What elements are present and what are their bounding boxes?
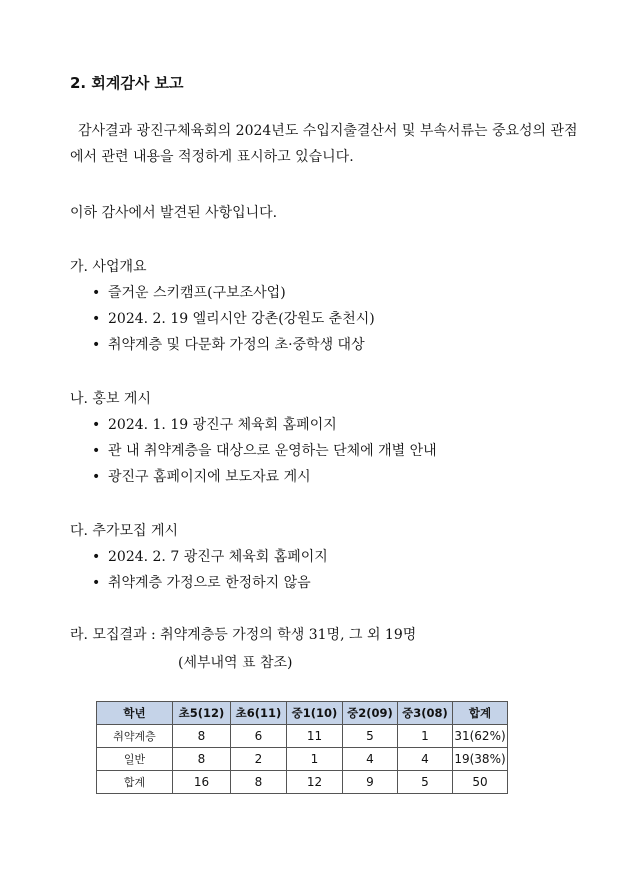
bullet-item: • 2024. 1. 19 광진구 체육회 홈페이지 <box>92 412 337 438</box>
table-header-row <box>97 702 508 725</box>
table-row <box>97 725 508 748</box>
table-cell: 5 <box>398 771 453 794</box>
recruitment-table <box>96 701 508 794</box>
bullet-item: • 즐거운 스키캠프(구보조사업) <box>92 280 286 306</box>
bullet-item: • 관 내 취약계층을 대상으로 운영하는 단체에 개별 안내 <box>92 438 437 464</box>
header-cell: 중3(08) <box>398 702 453 725</box>
header-cell: 초6(11) <box>231 702 287 725</box>
header-cell: 초5(12) <box>173 702 231 725</box>
table-cell: 4 <box>343 748 398 771</box>
table-cell: 8 <box>231 771 287 794</box>
table-cell: 2 <box>231 748 287 771</box>
table-cell: 6 <box>231 725 287 748</box>
table-cell: 11 <box>287 725 343 748</box>
table-cell: 1 <box>398 725 453 748</box>
table-cell: 31(62%) <box>453 725 508 748</box>
header-cell: 중2(09) <box>343 702 398 725</box>
intro-paragraph: 감사결과 광진구체육회의 2024년도 수입지출결산서 및 부속서류는 중요성의 관점에서 관련 내용을 적정하게 표시하고 있습니다. <box>70 123 578 165</box>
table-cell: 8 <box>173 748 231 771</box>
table-row <box>97 771 508 794</box>
table-cell: 5 <box>343 725 398 748</box>
bullet-item: • 취약계층 가정으로 한정하지 않음 <box>92 570 311 596</box>
table-cell: 9 <box>343 771 398 794</box>
table-cell: 12 <box>287 771 343 794</box>
row-label: 합계 <box>97 771 173 794</box>
row-label: 취약계층 <box>97 725 173 748</box>
bullet-item: • 2024. 2. 19 엘리시안 강촌(강원도 춘천시) <box>92 306 375 332</box>
section-title-additional: 다. 추가모집 게시 <box>70 523 179 539</box>
table-cell: 50 <box>453 771 508 794</box>
bullet-item: • 취약계층 및 다문화 가정의 초·중학생 대상 <box>92 332 365 358</box>
table-cell: 16 <box>173 771 231 794</box>
section-heading: 2. 회계감사 보고 <box>70 74 184 92</box>
header-total: 합계 <box>453 702 508 725</box>
section-title-promotion: 나. 홍보 게시 <box>70 391 151 407</box>
table-cell: 4 <box>398 748 453 771</box>
header-cell: 중1(10) <box>287 702 343 725</box>
table-cell: 1 <box>287 748 343 771</box>
findings-intro: 이하 감사에서 발견된 사항입니다. <box>70 205 278 221</box>
recruitment-result: 라. 모집결과 : 취약계층등 가정의 학생 31명, 그 외 19명 <box>70 627 417 643</box>
table-cell: 8 <box>173 725 231 748</box>
row-label: 일반 <box>97 748 173 771</box>
table-reference-note: (세부내역 표 참조) <box>178 655 293 671</box>
table-cell: 19(38%) <box>453 748 508 771</box>
table-row <box>97 748 508 771</box>
header-grade: 학년 <box>97 702 173 725</box>
bullet-item: • 광진구 홈페이지에 보도자료 게시 <box>92 464 311 490</box>
section-title-overview: 가. 사업개요 <box>70 259 147 275</box>
bullet-item: • 2024. 2. 7 광진구 체육회 홈페이지 <box>92 544 328 570</box>
